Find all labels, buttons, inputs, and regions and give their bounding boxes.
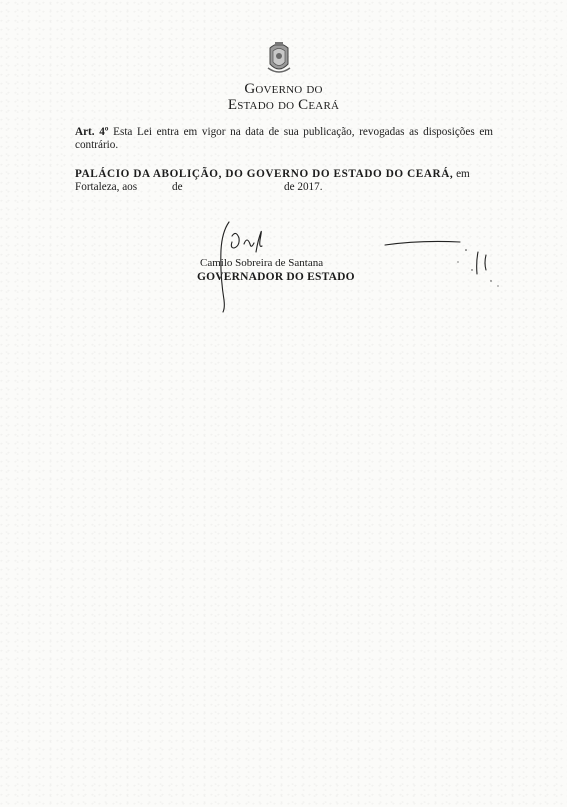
article-label: Art. 4º	[75, 126, 109, 138]
closing-em: em	[456, 168, 470, 180]
government-line-1: Governo do	[244, 81, 323, 97]
signatory-title: GOVERNADOR DO ESTADO	[197, 271, 355, 283]
closing-de: de	[172, 181, 183, 193]
signatory-name: Camilo Sobreira de Santana	[200, 257, 324, 269]
closing-fortaleza: Fortaleza, aos	[75, 181, 138, 193]
closing-heading: PALÁCIO DA ABOLIÇÃO, DO GOVERNO DO ESTADO DO CEARÁ,	[75, 168, 454, 180]
article-text: Esta Lei entra em vigor na data de sua publicação, revogadas as disposições em contrário.	[75, 126, 494, 151]
government-line-2: Estado do Ceará	[227, 97, 340, 113]
closing-year: de 2017.	[284, 181, 323, 193]
